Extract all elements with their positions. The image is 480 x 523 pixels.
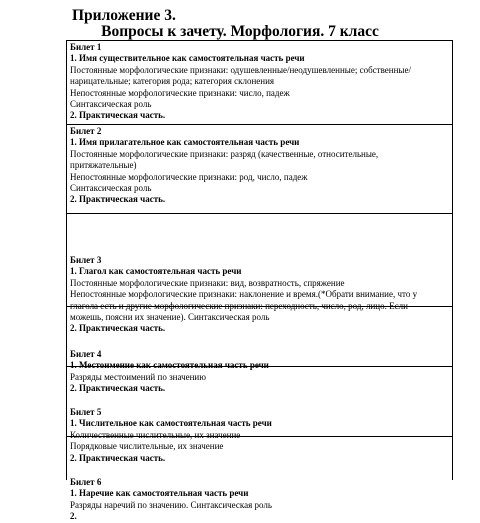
ticket-practical: 2. Практическая часть. <box>70 110 166 121</box>
ticket-line: Постоянные морфологические признаки: разряд (качественные, относительные, <box>70 148 379 159</box>
ticket-cell <box>67 436 452 520</box>
ticket-line: Порядковые числительные, их значение <box>70 441 224 452</box>
ticket-label: Билет 2 <box>70 126 102 136</box>
ticket-practical: 2. <box>70 511 77 522</box>
ticket-cell <box>67 124 452 213</box>
ticket-practical: 2. Практическая часть. <box>70 383 166 394</box>
ticket-label: Билет 5 <box>70 407 102 417</box>
ticket-line: Постоянные морфологические признаки: вид, возвратность, спряжение <box>70 277 345 288</box>
ticket-question: 1. Имя существительное как самостоятельная часть речи <box>70 53 305 64</box>
ticket-line: Непостоянные морфологические признаки: род, число, падеж <box>70 171 308 182</box>
ticket-cell <box>67 213 452 334</box>
ticket-line: Непостоянные морфологические признаки: число, падеж <box>70 87 290 98</box>
ticket-question: 1. Числительное как самостоятельная часть речи <box>70 418 272 429</box>
ticket-line: Количественные числительные, их значение <box>70 429 241 440</box>
appendix-label: Приложение 3. <box>72 7 176 24</box>
ticket-line: нарицательные; категория рода; категория склонения <box>70 76 275 87</box>
ticket-label: Билет 3 <box>70 255 102 265</box>
ticket-cell <box>67 40 452 125</box>
ticket-line: глагола есть и другие морфологические признаки: переходность, число, род, лицо. Если <box>70 300 408 311</box>
ticket-label: Билет 6 <box>70 477 102 487</box>
ticket-question: 1. Местоимение как самостоятельная часть речи <box>70 360 269 371</box>
ticket-line: Непостоянные морфологические признаки: наклонение и время.(*Обрати внимание, что у <box>70 289 418 300</box>
ticket-question: 1. Имя прилагательное как самостоятельная часть речи <box>70 137 300 148</box>
ticket-line: Синтаксическая роль <box>70 99 152 110</box>
ticket-line: можешь, поясни их значение). Синтаксическая роль <box>70 312 270 323</box>
ticket-line: Синтаксическая роль <box>70 183 152 194</box>
ticket-practical: 2. Практическая часть. <box>70 194 166 205</box>
ticket-question: 1. Наречие как самостоятельная часть речи <box>70 488 249 499</box>
ticket-cell <box>67 366 452 463</box>
ticket-label: Билет 4 <box>70 349 102 359</box>
ticket-line: Разряды местоимений по значению <box>70 371 206 382</box>
ticket-practical: 2. Практическая часть. <box>70 452 166 463</box>
ticket-cell <box>67 306 452 394</box>
ticket-line: Постоянные морфологические признаки: одушевленные/неодушевленные; собственные/ <box>70 64 411 75</box>
ticket-practical: 2. Практическая часть. <box>70 323 166 334</box>
ticket-question: 1. Глагол как самостоятельная часть речи <box>70 266 242 277</box>
tickets-table <box>66 40 453 522</box>
ticket-label: Билет 1 <box>70 42 102 52</box>
ticket-line: Разряды наречий по значению. Синтаксическая роль <box>70 499 272 510</box>
page-title: Вопросы к зачету. Морфология. 7 класс <box>101 23 379 40</box>
ticket-line: притяжательные) <box>70 160 137 171</box>
